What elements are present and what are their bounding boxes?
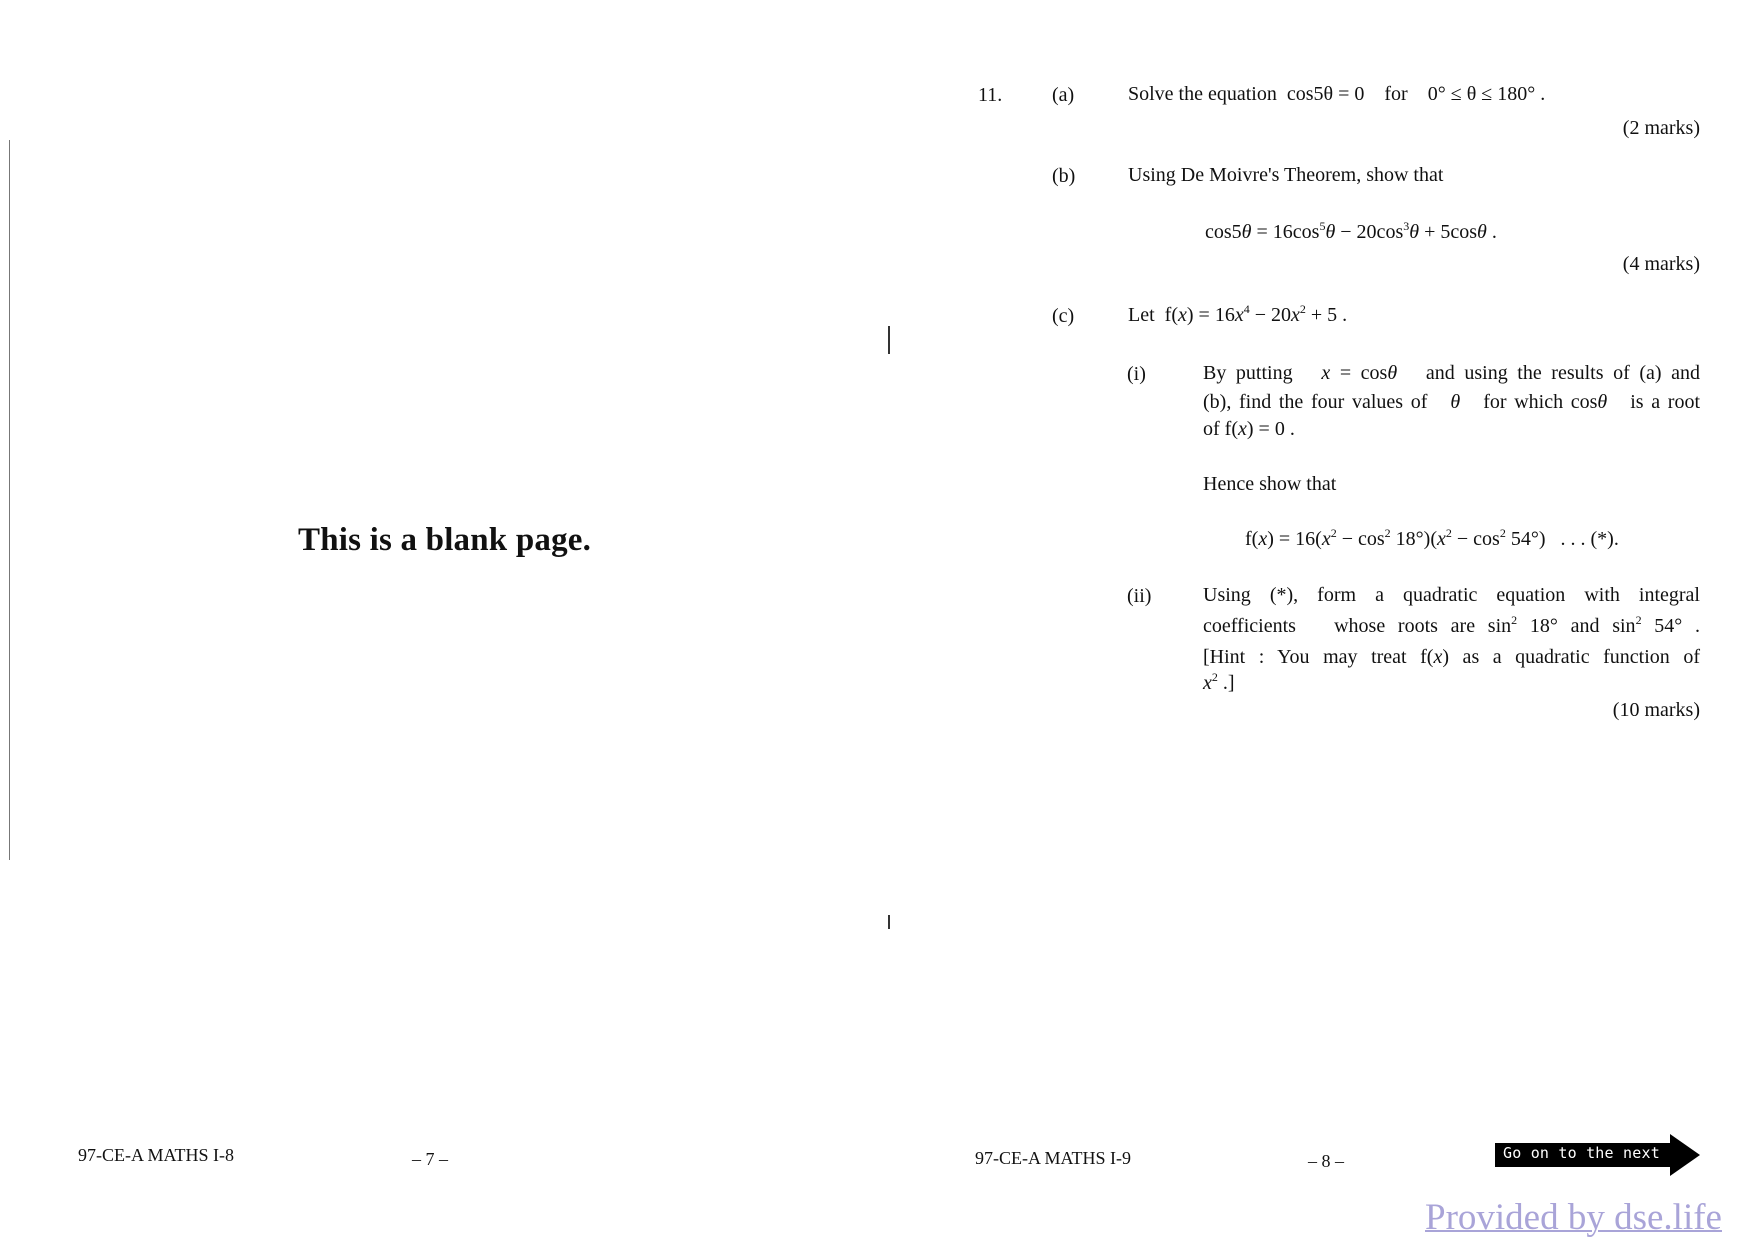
part-b-marks: (4 marks)	[1622, 253, 1700, 275]
part-c-ii-line-2: coefficients whose roots are $\sin^2 18^\circ$ and $\sin^2 54^\circ$ .	[1203, 613, 1701, 637]
watermark: Provided by dse.life	[1425, 1197, 1722, 1238]
next-page-arrow	[1495, 1134, 1700, 1180]
part-b-text: Using De Moivre's Theorem, show that	[1128, 164, 1444, 186]
next-page-label: Go on to the next page	[1503, 1144, 1660, 1180]
part-c-i-line-1: By putting x = cosθ and using the results of (a) and	[1203, 362, 1700, 384]
part-c-label: (c)	[1052, 305, 1075, 327]
part-a-equation: cos5θ = 0	[1286, 83, 1365, 105]
blank-page-message: This is a blank page.	[298, 522, 592, 558]
part-c-i-hence: Hence show that	[1203, 473, 1337, 495]
scan-edge-mark	[9, 140, 10, 860]
part-a-prompt: Solve the equation	[1128, 83, 1277, 105]
fold-mark	[888, 326, 890, 354]
part-c-i-line-2: (b), find the four values of θ for which cosθ is a root	[1203, 391, 1701, 413]
de-moivre-identity: $\cos 5\theta = 16\cos^5\theta - 20\cos^3\theta + 5\cos\theta$ .	[1205, 219, 1497, 243]
part-b-label: (b)	[1052, 165, 1076, 187]
part-c-definition: Let $f(x) = 16x^4 - 20x^2 + 5$ .	[1128, 302, 1348, 326]
question-number: 11.	[978, 84, 1003, 106]
part-c-i-line-3: of f(x) = 0 .	[1203, 418, 1295, 440]
right-footer-code: 97-CE-A MATHS I-9	[975, 1148, 1131, 1168]
part-c-ii-label: (ii)	[1127, 585, 1152, 607]
right-page-number: – 8 –	[1308, 1151, 1344, 1171]
part-a-label: (a)	[1052, 84, 1075, 106]
part-c-let: Let	[1128, 304, 1155, 326]
part-c-ii-line-1: Using (*), form a quadratic equation with integral	[1203, 584, 1700, 606]
part-c-ii-hint: [Hint : You may treat f(x) as a quadratic function of	[1203, 646, 1700, 668]
part-c-marks: (10 marks)	[1612, 699, 1700, 721]
part-c-ii-hint-end: $x^2$ .]	[1203, 670, 1235, 694]
left-footer-code: 97-CE-A MATHS I-8	[78, 1145, 234, 1165]
part-a-marks: (2 marks)	[1622, 117, 1700, 139]
part-a-for: for	[1384, 83, 1408, 105]
part-a-text	[1128, 80, 1545, 109]
part-a-range: 0° ≤ θ ≤ 180° .	[1427, 83, 1546, 105]
factorised-equation: $f(x) = 16(x^2 - \cos^2 18^\circ)(x^2 - \cos^2 54^\circ)$ . . . (*).	[1245, 526, 1619, 550]
fold-mark	[888, 915, 890, 929]
part-c-i-label: (i)	[1127, 363, 1146, 385]
left-page-number: – 7 –	[412, 1149, 448, 1169]
